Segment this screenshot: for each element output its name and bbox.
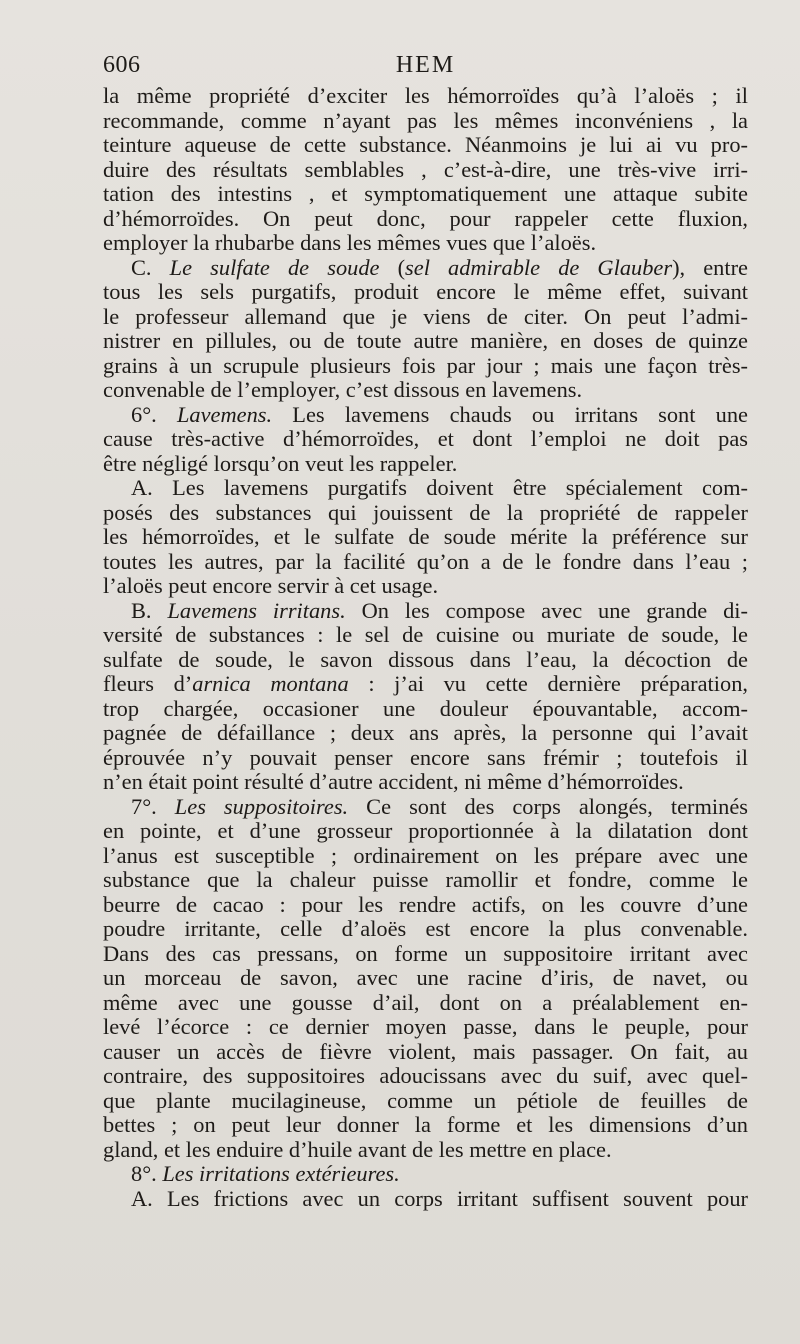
text-run: toutes les autres, par la facilité qu’on a de le fondre dans l’eau ; — [103, 548, 748, 574]
body-text — [103, 84, 748, 1211]
text-line — [103, 1064, 748, 1089]
text-run: substance que la chaleur puisse ramollir et fondre, comme le — [103, 867, 748, 892]
text-line — [103, 280, 748, 305]
text-run: posés des substances qui jouissent de la propriété de rappeler — [103, 499, 748, 525]
text-line — [103, 452, 748, 477]
text-line — [103, 427, 748, 452]
text-line — [103, 109, 748, 134]
italic-text: Lavemens irritans. — [167, 597, 346, 623]
text-line — [103, 623, 748, 648]
text-line — [103, 476, 748, 501]
text-run: l’anus est susceptible ; ordinairement on les prépare avec une — [103, 842, 748, 868]
text-run: poudre irritante, celle d’aloës est encore la plus convenable. — [103, 916, 748, 941]
text-run: sulfate de soude, le savon dissous dans l’eau, la décoction de — [103, 646, 748, 672]
text-run: éprouvée n’y pouvait penser encore sans frémir ; toutefois il — [103, 744, 748, 770]
text-run: 8°. — [131, 1161, 163, 1186]
text-run: un morceau de savon, avec une racine d’iris, de navet, ou — [103, 965, 748, 990]
text-line — [103, 1015, 748, 1040]
text-line — [103, 770, 748, 795]
text-line — [103, 1089, 748, 1114]
text-line — [103, 574, 748, 599]
text-run: bettes ; on peut leur donner la forme et les dimensions d’un — [103, 1112, 748, 1137]
text-run: A. Les frictions avec un corps irritant suffisent souvent pour — [131, 1185, 748, 1211]
text-run: tation des intestins , et symptomatiquement une attaque subite — [103, 181, 748, 206]
text-line — [103, 1138, 748, 1163]
text-run: : j’ai vu cette dernière préparation, — [348, 671, 748, 696]
text-run: cause très-active d’hémorroïdes, et dont l’emploi ne doit pas — [103, 426, 748, 451]
italic-text: Le sulfate de soude — [169, 254, 380, 280]
text-run: en pointe, et d’une grosseur proportionnée à la dilatation dont — [103, 818, 748, 843]
text-line — [103, 231, 748, 256]
text-run: ( — [379, 254, 406, 280]
italic-text: sel admirable de Glauber — [405, 254, 673, 280]
text-line — [103, 1187, 748, 1212]
text-run: 7°. — [131, 793, 175, 819]
text-run: Ce sont des corps alongés, terminés — [348, 793, 748, 819]
text-line — [103, 819, 748, 844]
text-line — [103, 1162, 748, 1187]
text-line — [103, 991, 748, 1016]
text-line — [103, 403, 748, 428]
text-run: grains à un scrupule plusieurs fois par jour ; mais une façon très- — [103, 352, 748, 378]
text-line — [103, 672, 748, 697]
text-run: 6°. — [131, 401, 177, 427]
text-run: causer un accès de fièvre violent, mais passager. On fait, au — [103, 1038, 748, 1064]
text-run: tous les sels purgatifs, produit encore le même effet, suivant — [103, 279, 748, 304]
text-line — [103, 207, 748, 232]
text-run: d’hémorroïdes. On peut donc, pour rappeler cette fluxion, — [103, 205, 748, 231]
text-run: contraire, des suppositoires adoucissans avec du suif, avec quel- — [103, 1063, 748, 1088]
text-line — [103, 844, 748, 869]
text-run: trop chargée, occasioner une douleur épouvantable, accom- — [103, 695, 748, 721]
text-run: levé l’écorce : ce dernier moyen passe, dans le peuple, pour — [103, 1014, 748, 1039]
text-run: les hémorroïdes, et le sulfate de soude mérite la préférence sur — [103, 524, 748, 549]
text-run: Les lavemens chauds ou irritans sont une — [272, 401, 748, 427]
italic-text: Lavemens. — [176, 401, 273, 427]
text-run: A. Les lavemens purgatifs doivent être spécialement com- — [131, 475, 748, 500]
text-line — [103, 550, 748, 575]
text-line — [103, 329, 748, 354]
text-line — [103, 648, 748, 673]
text-run: versité de substances : le sel de cuisine ou muriate de soude, le — [103, 622, 748, 647]
text-run: le professeur allemand que je viens de citer. On peut l’admi- — [103, 303, 748, 329]
text-run: pagnée de défaillance ; deux ans après, la personne qui l’avait — [103, 720, 748, 745]
page-number: 606 — [103, 52, 141, 78]
text-line — [103, 133, 748, 158]
text-line — [103, 256, 748, 281]
text-run: teinture aqueuse de cette substance. Néanmoins je lui ai vu pro- — [103, 132, 748, 157]
text-run: la même propriété d’exciter les hémorroïdes qu’à l’aloës ; il — [103, 83, 748, 108]
text-run: duire des résultats semblables , c’est-à-dire, une très-vive irri- — [103, 156, 748, 182]
text-run: C. — [131, 254, 170, 280]
page-header — [103, 52, 748, 82]
text-run: ), entre — [672, 254, 748, 280]
text-line — [103, 599, 748, 624]
text-line — [103, 795, 748, 820]
text-run: convenable de l’employer, c’est dissous en lavemens. — [103, 377, 583, 402]
text-line — [103, 354, 748, 379]
text-run: fleurs d’ — [103, 671, 193, 696]
text-line — [103, 917, 748, 942]
text-line — [103, 697, 748, 722]
text-line — [103, 305, 748, 330]
italic-text: arnica montana — [192, 671, 349, 696]
text-run: On les compose avec une grande di- — [345, 597, 748, 623]
text-run: même avec une gousse d’ail, dont on a préalablement en- — [103, 989, 748, 1015]
text-line — [103, 158, 748, 183]
text-run: recommande, comme n’ayant pas les mêmes inconvéniens , la — [103, 107, 748, 133]
text-run: nistrer en pillules, ou de toute autre manière, en doses de quinze — [103, 328, 748, 353]
text-line — [103, 721, 748, 746]
text-run: Dans des cas pressans, on forme un suppositoire irritant avec — [103, 940, 748, 966]
text-line — [103, 378, 748, 403]
text-line — [103, 1113, 748, 1138]
text-run: être négligé lorsqu’on veut les rappeler. — [103, 450, 458, 476]
text-line — [103, 966, 748, 991]
text-run: beurre de cacao : pour les rendre actifs, on les couvre d’une — [103, 891, 748, 917]
running-head: HEM — [395, 52, 456, 78]
text-run: n’en était point résulté d’autre accident, ni même d’hémorroïdes. — [103, 769, 684, 794]
text-line — [103, 1040, 748, 1065]
text-line — [103, 893, 748, 918]
text-run: gland, et les enduire d’huile avant de les mettre en place. — [103, 1136, 612, 1162]
text-line — [103, 525, 748, 550]
text-line — [103, 501, 748, 526]
text-line — [103, 746, 748, 771]
text-run: employer la rhubarbe dans les mêmes vues que l’aloës. — [103, 230, 597, 255]
text-run: B. — [131, 597, 168, 623]
text-line — [103, 182, 748, 207]
italic-text: Les irritations extérieures. — [162, 1161, 400, 1186]
text-line — [103, 942, 748, 967]
text-line — [103, 868, 748, 893]
text-run: l’aloës peut encore servir à cet usage. — [103, 573, 439, 598]
text-line — [103, 84, 748, 109]
text-run: que plante mucilagineuse, comme un pétiole de feuilles de — [103, 1087, 748, 1113]
italic-text: Les suppositoires. — [174, 793, 349, 819]
